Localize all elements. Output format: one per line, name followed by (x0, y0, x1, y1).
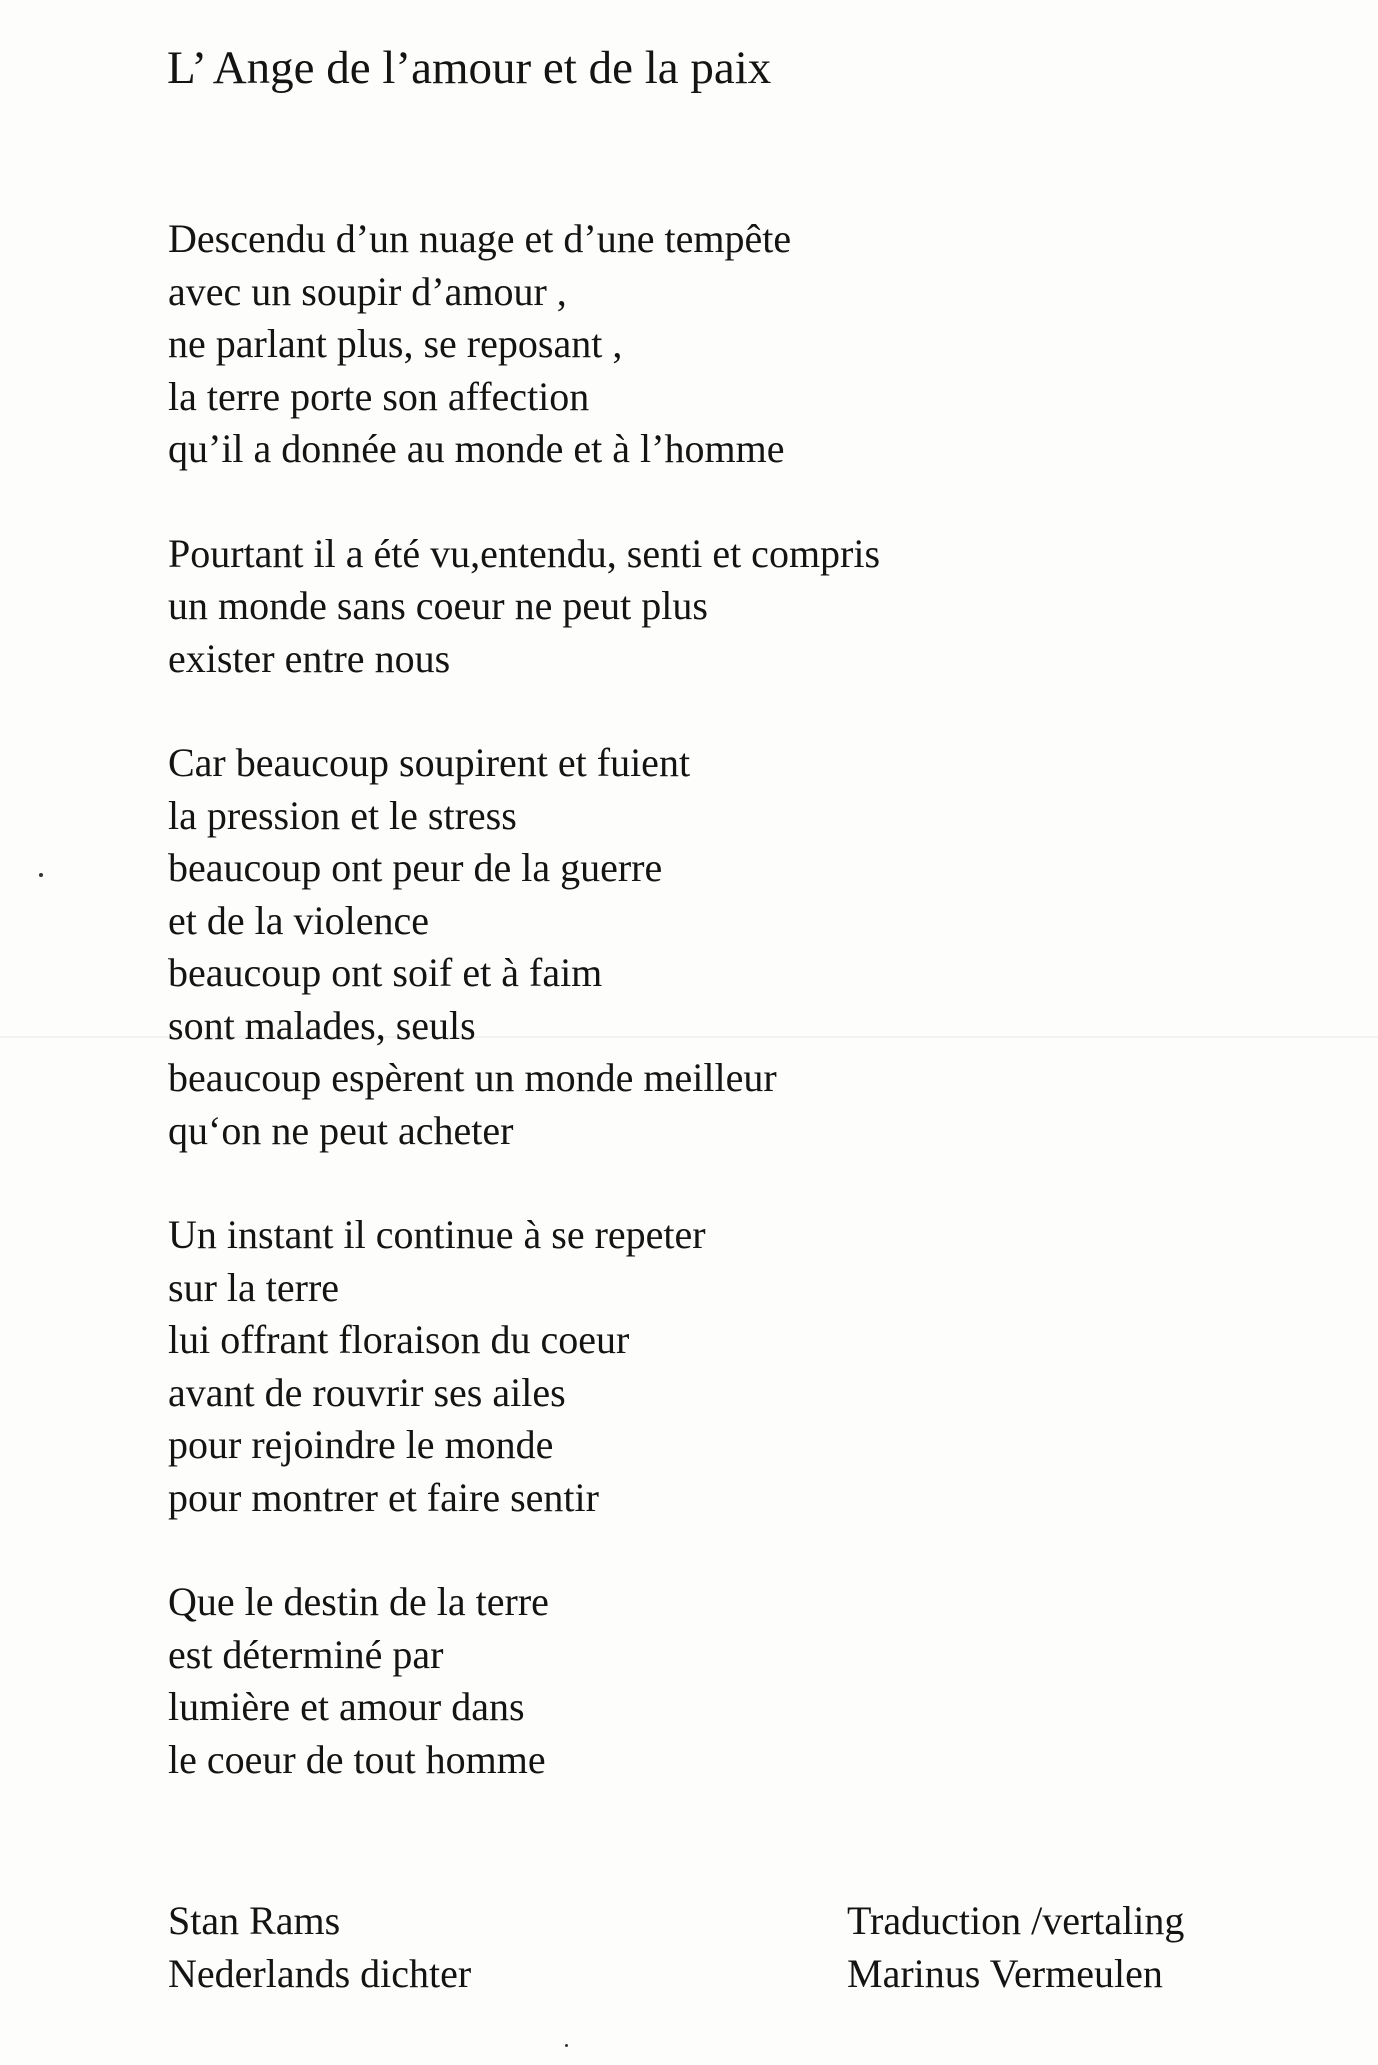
stanza-4 (168, 1209, 1168, 1524)
poem-line: exister entre nous (168, 635, 451, 681)
poem-line: lui offrant floraison du coeur (168, 1317, 630, 1362)
poem-line: ne parlant plus, se reposant , (168, 321, 623, 366)
poem-line: Descendu d’un nuage et d’une tempête (168, 216, 792, 261)
translator-credit (847, 1895, 1184, 2000)
poem-line: qu‘on ne peut acheter (168, 1107, 514, 1153)
poem-line: la pression et le stress (168, 792, 517, 838)
paper-speck (39, 873, 43, 877)
poem-line: Un instant il continue à se repeter (168, 1212, 706, 1257)
poem-line: Que le destin de la terre (168, 1579, 549, 1624)
poem-line: et de la violence (168, 897, 429, 943)
poem-line: la terre porte son affection (168, 373, 590, 419)
poem-line: le coeur de tout homme (168, 1736, 546, 1782)
poem-line: beaucoup espèrent un monde meilleur (168, 1055, 777, 1100)
translator-heading: Traduction /vertaling (847, 1898, 1185, 1943)
stanza-5 (168, 1576, 1168, 1786)
stanza-2 (168, 528, 1168, 686)
translator-name: Marinus Vermeulen (847, 1950, 1163, 1996)
author-role: Nederlands dichter (168, 1950, 472, 1996)
poem-line: avant de rouvrir ses ailes (168, 1369, 566, 1415)
paper-speck (565, 2044, 568, 2047)
poem-line: beaucoup ont soif et à faim (168, 950, 603, 995)
poem-line: sont malades, seuls (168, 1002, 476, 1048)
author-credit (168, 1895, 471, 2000)
poem-line: lumière et amour dans (168, 1684, 525, 1729)
poem-line: Pourtant il a été vu,entendu, senti et compris (168, 530, 881, 576)
poem-line: sur la terre (168, 1264, 340, 1310)
poem-line: Car beaucoup soupirent et fuient (168, 740, 691, 785)
poem-line: un monde sans coeur ne peut plus (168, 583, 708, 628)
poem-line: avec un soupir d’amour , (168, 268, 567, 314)
poem-line: pour rejoindre le monde (168, 1422, 554, 1467)
poem-line: beaucoup ont peur de la guerre (168, 845, 663, 890)
poem-line: qu’il a donnée au monde et à l’homme (168, 426, 785, 471)
stanza-3 (168, 737, 1168, 1157)
author-name: Stan Rams (168, 1898, 341, 1943)
stanza-1 (168, 213, 1168, 476)
poem-line: pour montrer et faire sentir (168, 1474, 599, 1520)
poem-title: L’ Ange de l’amour et de la paix (167, 42, 772, 94)
poem-body (168, 213, 1168, 1838)
poem-line: est déterminé par (168, 1631, 444, 1677)
